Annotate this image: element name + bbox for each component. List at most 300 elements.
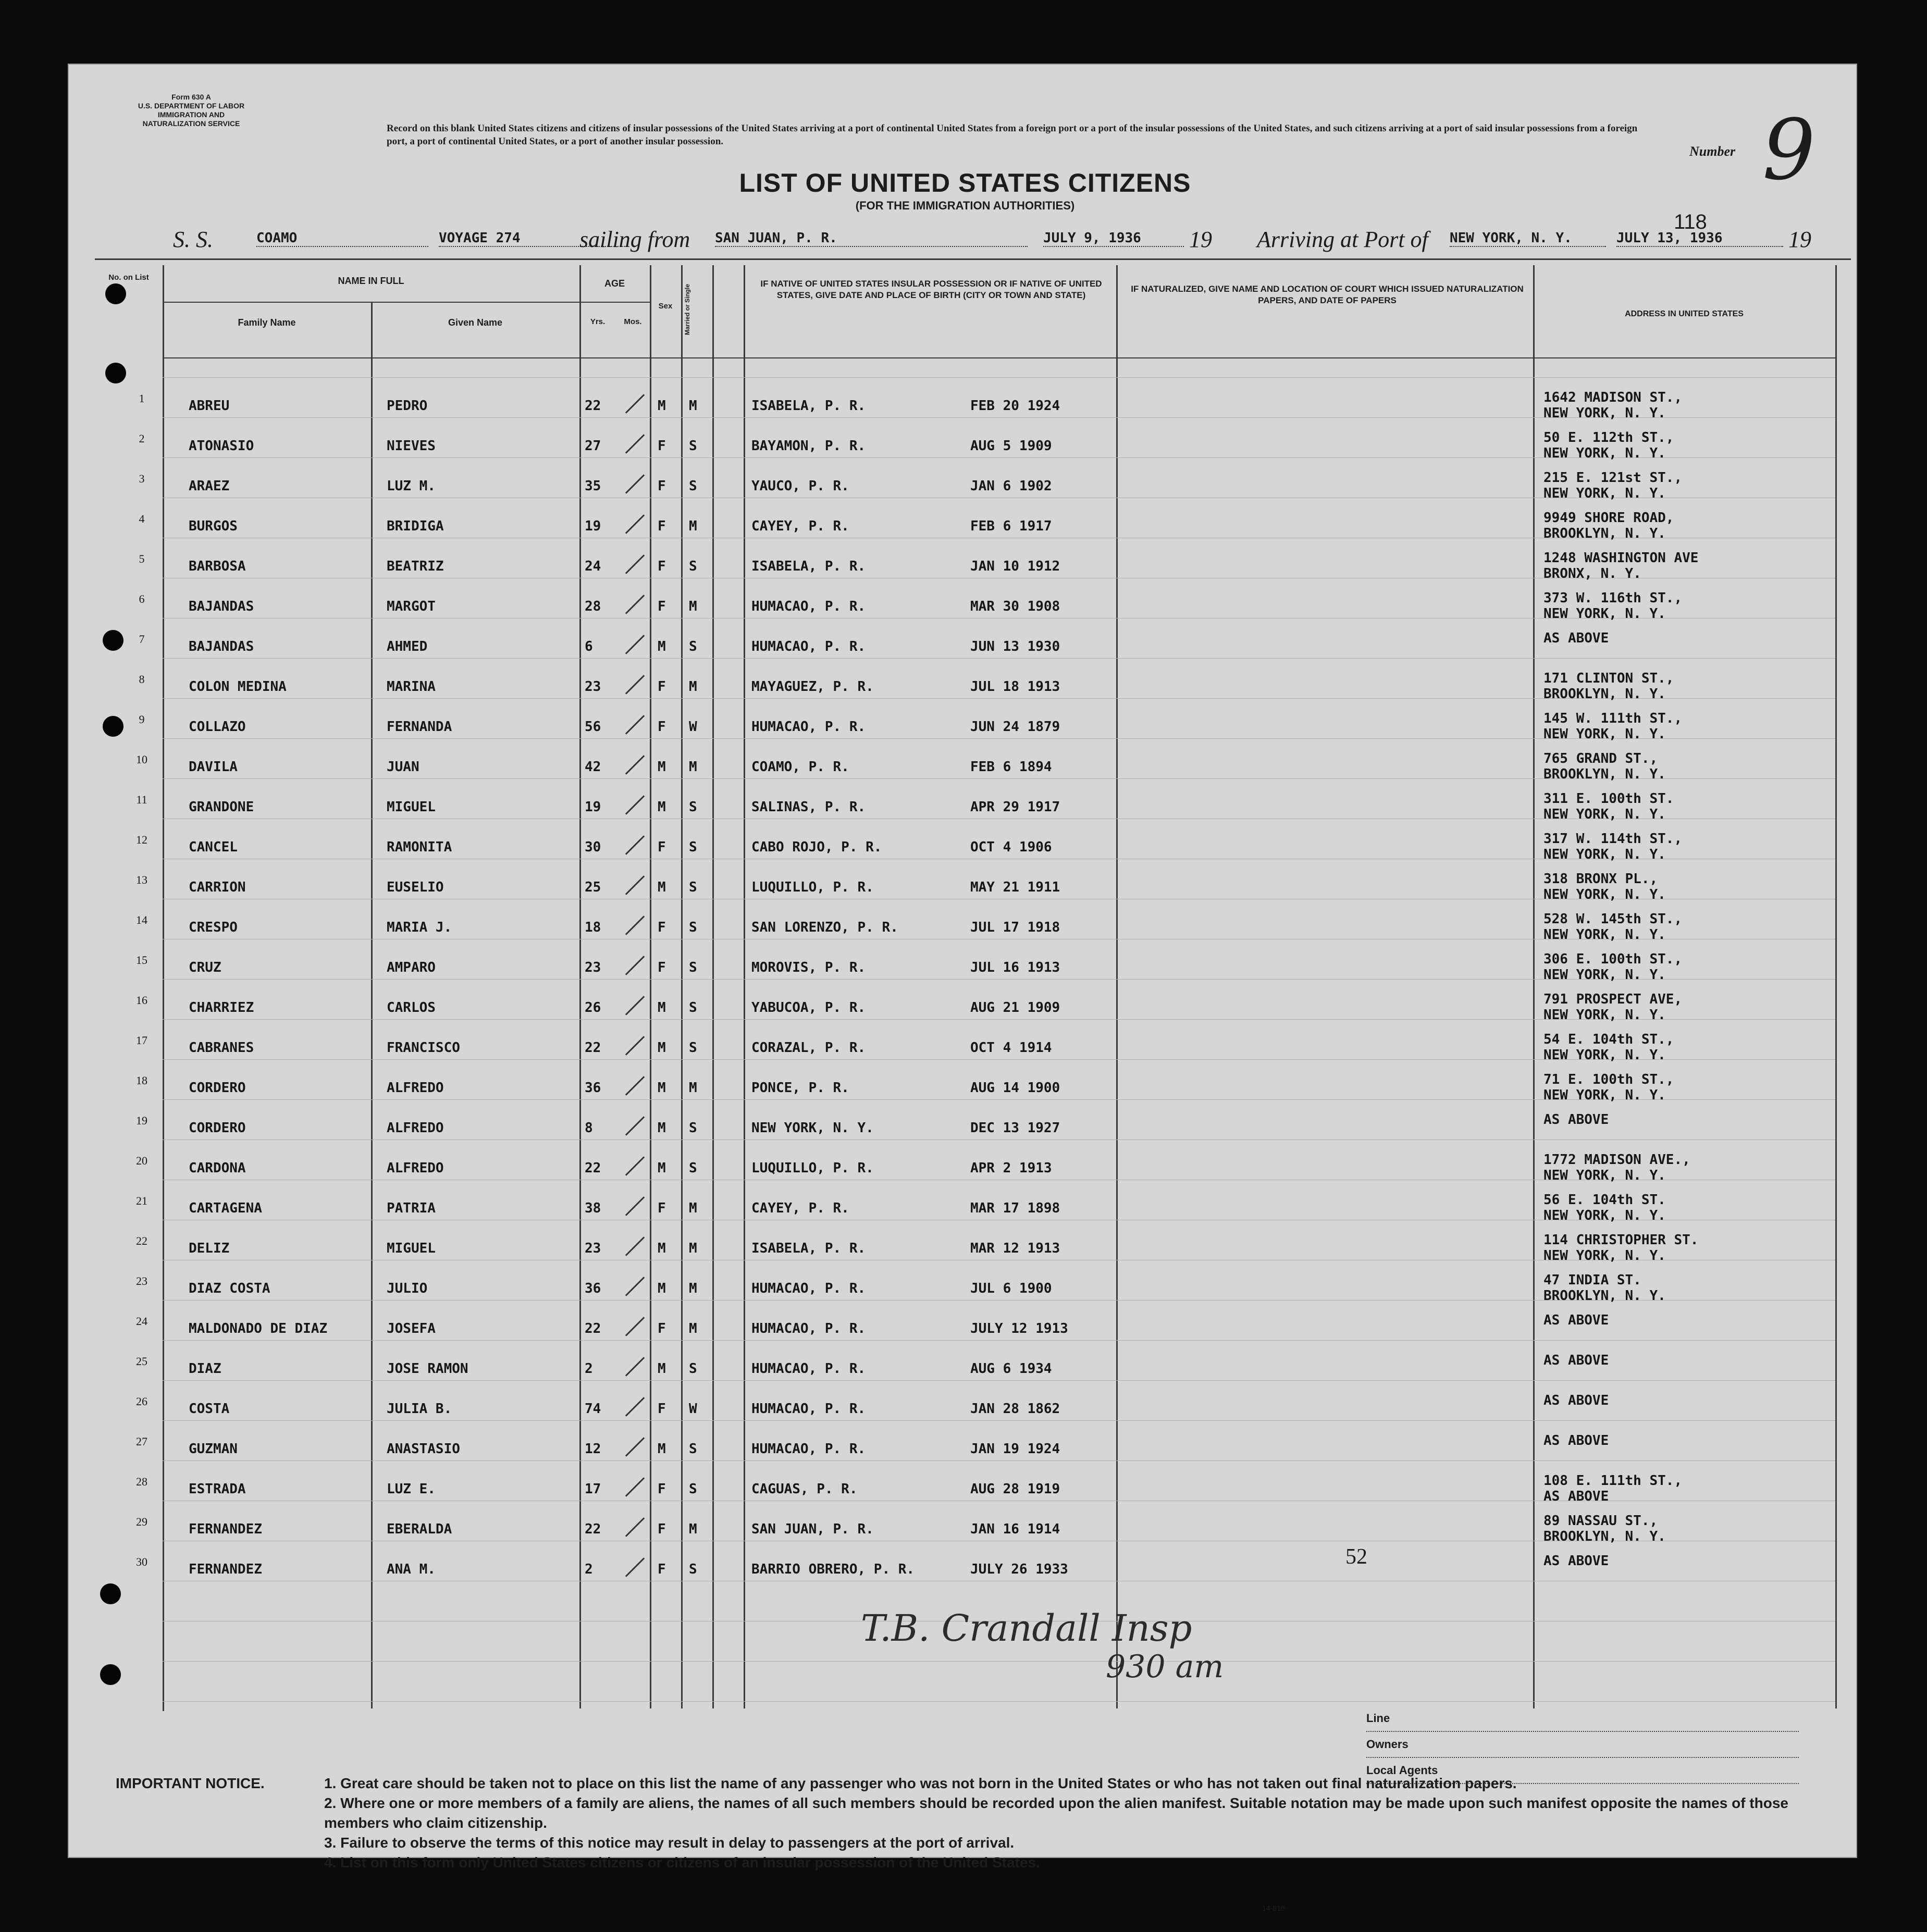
address-line2: NEW YORK, N. Y. xyxy=(1543,1087,1666,1103)
marital-status: S xyxy=(689,839,697,855)
notice-item-1: 1. Great care should be taken not to place on this list the name of any passenger who was not born in the United States or who has not taken out final naturalization papers. xyxy=(324,1775,1517,1791)
ss-label: S. S. xyxy=(173,227,213,252)
sex: M xyxy=(658,880,666,895)
row-number: 12 xyxy=(136,833,147,846)
marital-status: S xyxy=(689,799,697,815)
given-name: FRANCISCO xyxy=(387,1040,460,1056)
sex: M xyxy=(658,1160,666,1176)
notice-item-4: 4. List on this form only United States citizens or citizens of an insular possession of the United States. xyxy=(324,1854,1040,1871)
given-name: MARINA xyxy=(387,679,436,695)
check-mark xyxy=(625,635,645,654)
age-years: 24 xyxy=(585,559,601,574)
row-number: 14 xyxy=(136,913,147,926)
age-years: 22 xyxy=(585,1321,601,1336)
header-age: AGE xyxy=(604,278,625,289)
birth-place: SAN JUAN, P. R. xyxy=(751,1521,874,1537)
notice-title: IMPORTANT NOTICE. xyxy=(116,1775,265,1791)
check-mark xyxy=(625,1116,645,1135)
birth-place: HUMACAO, P. R. xyxy=(751,1321,866,1336)
sex: F xyxy=(658,518,666,534)
punch-hole xyxy=(103,630,123,651)
birth-place: CABO ROJO, P. R. xyxy=(751,839,882,855)
birth-date: JAN 6 1902 xyxy=(970,478,1052,494)
sex: F xyxy=(658,438,666,454)
row-number: 16 xyxy=(136,994,147,1007)
birth-date: AUG 14 1900 xyxy=(970,1080,1060,1096)
sex: F xyxy=(658,679,666,695)
birth-date: JUL 16 1913 xyxy=(970,960,1060,975)
from-port: SAN JUAN, P. R. xyxy=(715,230,1028,247)
given-name: ALFREDO xyxy=(387,1120,444,1136)
col-divider xyxy=(1835,265,1837,1708)
family-name: COLLAZO xyxy=(189,719,246,735)
age-years: 2 xyxy=(585,1361,593,1377)
marital-status: S xyxy=(689,438,697,454)
ruled-line xyxy=(163,658,1835,659)
age-years: 19 xyxy=(585,799,601,815)
sex: F xyxy=(658,478,666,494)
address-line1: 114 CHRISTOPHER ST. xyxy=(1543,1232,1699,1248)
check-mark xyxy=(625,1557,645,1577)
address-line1: 47 INDIA ST. xyxy=(1543,1272,1641,1288)
sex: F xyxy=(658,1321,666,1336)
page-title: LIST OF UNITED STATES CITIZENS xyxy=(739,168,1191,197)
family-name: CRUZ xyxy=(189,960,221,975)
col-divider xyxy=(712,265,714,1708)
given-name: ALFREDO xyxy=(387,1080,444,1096)
age-years: 38 xyxy=(585,1200,601,1216)
address-line2: BROOKLYN, N. Y. xyxy=(1543,766,1666,782)
given-name: JOSEFA xyxy=(387,1321,436,1336)
address-line1: 373 W. 116th ST., xyxy=(1543,590,1683,606)
family-name: FERNANDEZ xyxy=(189,1562,262,1577)
birth-date: APR 2 1913 xyxy=(970,1160,1052,1176)
sex: M xyxy=(658,398,666,414)
family-name: BARBOSA xyxy=(189,559,246,574)
birth-date: JUL 17 1918 xyxy=(970,920,1060,935)
family-name: CHARRIEZ xyxy=(189,1000,254,1015)
check-mark xyxy=(625,1156,645,1175)
notice-block xyxy=(116,1774,1835,1873)
punch-hole xyxy=(100,1664,121,1685)
address-line1: 108 E. 111th ST., xyxy=(1543,1473,1683,1489)
sex: M xyxy=(658,1120,666,1136)
to-date: JULY 13, 1936 xyxy=(1616,230,1783,247)
age-years: 19 xyxy=(585,518,601,534)
page-annotation: 52 xyxy=(1345,1545,1367,1569)
birth-place: CAYEY, P. R. xyxy=(751,518,849,534)
check-mark xyxy=(625,1397,645,1416)
check-mark xyxy=(625,1236,645,1256)
check-mark xyxy=(625,755,645,774)
birth-date: MAR 12 1913 xyxy=(970,1241,1060,1256)
row-number: 8 xyxy=(139,673,145,686)
address-line1: AS ABOVE xyxy=(1543,1312,1609,1328)
marital-status: S xyxy=(689,960,697,975)
marital-status: S xyxy=(689,1120,697,1136)
address-line1: AS ABOVE xyxy=(1543,1433,1609,1448)
ruled-line xyxy=(163,1661,1835,1662)
punch-hole xyxy=(105,363,126,383)
age-years: 23 xyxy=(585,960,601,975)
marital-status: S xyxy=(689,478,697,494)
owners-field: Owners xyxy=(1366,1732,1799,1758)
row-number: 17 xyxy=(136,1034,147,1047)
row-number: 3 xyxy=(139,472,145,485)
family-name: CRESPO xyxy=(189,920,238,935)
marital-status: S xyxy=(689,920,697,935)
family-name: ARAEZ xyxy=(189,478,230,494)
service-line2: NATURALIZATION SERVICE xyxy=(142,119,240,128)
sex: M xyxy=(658,1040,666,1056)
check-mark xyxy=(625,715,645,734)
row-number: 15 xyxy=(136,953,147,967)
marital-status: S xyxy=(689,1000,697,1015)
row-number: 4 xyxy=(139,512,145,525)
family-name: DELIZ xyxy=(189,1241,230,1256)
birth-place: MOROVIS, P. R. xyxy=(751,960,866,975)
marital-status: S xyxy=(689,1361,697,1377)
address-line2: NEW YORK, N. Y. xyxy=(1543,606,1666,622)
address-line1: 50 E. 112th ST., xyxy=(1543,430,1674,445)
header-sex: Sex xyxy=(658,302,673,311)
check-mark xyxy=(625,554,645,574)
birth-place: ISABELA, P. R. xyxy=(751,1241,866,1256)
age-years: 28 xyxy=(585,599,601,614)
age-years: 17 xyxy=(585,1481,601,1497)
address-line1: AS ABOVE xyxy=(1543,1553,1609,1569)
family-name: CORDERO xyxy=(189,1120,246,1136)
birth-place: LUQUILLO, P. R. xyxy=(751,880,874,895)
col-divider xyxy=(1533,265,1535,1708)
sex: M xyxy=(658,1000,666,1015)
marital-status: M xyxy=(689,679,697,695)
ruled-line xyxy=(163,377,1835,378)
family-name: ESTRADA xyxy=(189,1481,246,1497)
address-line2: NEW YORK, N. Y. xyxy=(1543,1047,1666,1063)
agent-fields xyxy=(1366,1706,1799,1784)
birth-place: HUMACAO, P. R. xyxy=(751,1401,866,1417)
line-field: Line xyxy=(1366,1706,1799,1732)
col-divider xyxy=(579,265,581,1708)
ruled-line xyxy=(163,1340,1835,1341)
birth-date: DEC 13 1927 xyxy=(970,1120,1060,1136)
birth-place: YABUCOA, P. R. xyxy=(751,1000,866,1015)
family-name: CORDERO xyxy=(189,1080,246,1096)
number-value: 9 xyxy=(1762,101,1815,199)
birth-place: HUMACAO, P. R. xyxy=(751,599,866,614)
address-line2: BROOKLYN, N. Y. xyxy=(1543,686,1666,702)
birth-place: BAYAMON, P. R. xyxy=(751,438,866,454)
sex: F xyxy=(658,920,666,935)
ruled-line xyxy=(163,1460,1835,1461)
address-line2: NEW YORK, N. Y. xyxy=(1543,887,1666,902)
given-name: AHMED xyxy=(387,639,428,654)
punch-hole xyxy=(105,283,126,304)
col-divider xyxy=(744,265,745,1708)
address-line1: 765 GRAND ST., xyxy=(1543,751,1658,766)
birth-date: MAY 21 1911 xyxy=(970,880,1060,895)
age-years: 23 xyxy=(585,1241,601,1256)
age-years: 22 xyxy=(585,1521,601,1537)
punch-hole xyxy=(103,716,123,737)
age-years: 6 xyxy=(585,639,593,654)
row-number: 7 xyxy=(139,633,145,646)
marital-status: M xyxy=(689,1321,697,1336)
sex: M xyxy=(658,639,666,654)
birth-place: HUMACAO, P. R. xyxy=(751,1281,866,1296)
age-years: 12 xyxy=(585,1441,601,1457)
sex: M xyxy=(658,1361,666,1377)
birth-date: FEB 6 1917 xyxy=(970,518,1052,534)
birth-date: JAN 28 1862 xyxy=(970,1401,1060,1417)
address-line2: BROOKLYN, N. Y. xyxy=(1543,526,1666,541)
check-mark xyxy=(625,434,645,453)
age-years: 2 xyxy=(585,1562,593,1577)
check-mark xyxy=(625,1317,645,1336)
age-years: 22 xyxy=(585,398,601,414)
from-date: JULY 9, 1936 xyxy=(1043,230,1184,247)
department: U.S. DEPARTMENT OF LABOR xyxy=(138,102,245,110)
to-port: NEW YORK, N. Y. xyxy=(1450,230,1606,247)
address-line2: BROOKLYN, N. Y. xyxy=(1543,1288,1666,1304)
family-name: CARTAGENA xyxy=(189,1200,262,1216)
birth-place: PONCE, P. R. xyxy=(751,1080,849,1096)
address-line2: NEW YORK, N. Y. xyxy=(1543,1007,1666,1023)
birth-place: ISABELA, P. R. xyxy=(751,559,866,574)
birth-date: JULY 12 1913 xyxy=(970,1321,1068,1336)
family-name: CANCEL xyxy=(189,839,238,855)
age-years: 74 xyxy=(585,1401,601,1417)
col-divider xyxy=(650,265,651,1708)
col-divider xyxy=(681,265,683,1708)
check-mark xyxy=(625,996,645,1015)
address-line1: 528 W. 145th ST., xyxy=(1543,911,1683,927)
check-mark xyxy=(625,795,645,814)
given-name: JULIO xyxy=(387,1281,428,1296)
year-label: 19 xyxy=(1189,227,1212,252)
row-number: 24 xyxy=(136,1315,147,1328)
row-number: 30 xyxy=(136,1555,147,1568)
birth-date: MAR 17 1898 xyxy=(970,1200,1060,1216)
row-number: 1 xyxy=(139,392,145,405)
check-mark xyxy=(625,1517,645,1537)
given-name: PATRIA xyxy=(387,1200,436,1216)
given-name: ALFREDO xyxy=(387,1160,444,1176)
given-name: JOSE RAMON xyxy=(387,1361,468,1377)
header-no-on-list: No. on List xyxy=(108,273,149,282)
address-line1: 311 E. 100th ST. xyxy=(1543,791,1674,807)
family-name: DAVILA xyxy=(189,759,238,775)
page-subtitle: (FOR THE IMMIGRATION AUTHORITIES) xyxy=(855,199,1075,212)
family-name: CABRANES xyxy=(189,1040,254,1056)
age-years: 30 xyxy=(585,839,601,855)
birth-date: OCT 4 1914 xyxy=(970,1040,1052,1056)
birth-place: HUMACAO, P. R. xyxy=(751,639,866,654)
given-name: EUSELIO xyxy=(387,880,444,895)
marital-status: M xyxy=(689,599,697,614)
year-label-2: 19 xyxy=(1788,227,1811,252)
address-line1: 318 BRONX PL., xyxy=(1543,871,1658,887)
birth-date: JAN 10 1912 xyxy=(970,559,1060,574)
address-line1: 306 E. 100th ST., xyxy=(1543,951,1683,967)
sex: F xyxy=(658,839,666,855)
birth-place: NEW YORK, N. Y. xyxy=(751,1120,874,1136)
age-years: 35 xyxy=(585,478,601,494)
age-years: 27 xyxy=(585,438,601,454)
name-header-divider xyxy=(163,302,579,303)
check-mark xyxy=(625,915,645,935)
print-code: 14-816 xyxy=(1262,1904,1285,1912)
marital-status: S xyxy=(689,559,697,574)
marital-status: S xyxy=(689,1481,697,1497)
given-name: PEDRO xyxy=(387,398,428,414)
check-mark xyxy=(625,875,645,895)
row-number: 28 xyxy=(136,1475,147,1488)
address-line1: AS ABOVE xyxy=(1543,1353,1609,1368)
address-line2: NEW YORK, N. Y. xyxy=(1543,486,1666,501)
address-line1: 9949 SHORE ROAD, xyxy=(1543,510,1674,526)
given-name: JUAN xyxy=(387,759,419,775)
family-name: BAJANDAS xyxy=(189,599,254,614)
table-top-border xyxy=(95,258,1851,260)
given-name: BEATRIZ xyxy=(387,559,444,574)
row-number: 22 xyxy=(136,1234,147,1247)
sex: F xyxy=(658,1562,666,1577)
row-number: 6 xyxy=(139,592,145,605)
header-birth: IF NATIVE OF UNITED STATES INSULAR POSSESSION OR IF NATIVE OF UNITED STATES, GIVE DATE AND PLACE OF BIRTH (CITY OR TOWN AND STATE) xyxy=(760,279,1102,300)
birth-date: JUL 18 1913 xyxy=(970,679,1060,695)
marital-status: S xyxy=(689,1160,697,1176)
header-mos: Mos. xyxy=(624,317,642,326)
sex: M xyxy=(658,799,666,815)
birth-date: AUG 5 1909 xyxy=(970,438,1052,454)
sex: F xyxy=(658,559,666,574)
col-divider xyxy=(371,302,373,1708)
age-years: 22 xyxy=(585,1160,601,1176)
birth-date: AUG 21 1909 xyxy=(970,1000,1060,1015)
address-line1: 171 CLINTON ST., xyxy=(1543,671,1674,686)
marital-status: S xyxy=(689,1040,697,1056)
sex: F xyxy=(658,1521,666,1537)
family-name: BAJANDAS xyxy=(189,639,254,654)
marital-status: M xyxy=(689,1241,697,1256)
arriving-label: Arriving at Port of xyxy=(1257,227,1428,252)
birth-date: FEB 20 1924 xyxy=(970,398,1060,414)
given-name: FERNANDA xyxy=(387,719,452,735)
header-bottom-border xyxy=(163,357,1835,358)
address-line2: AS ABOVE xyxy=(1543,1489,1609,1504)
check-mark xyxy=(625,956,645,975)
birth-date: JUN 13 1930 xyxy=(970,639,1060,654)
header-name-in-full: NAME IN FULL xyxy=(338,276,404,286)
given-name: AMPARO xyxy=(387,960,436,975)
age-years: 42 xyxy=(585,759,601,775)
family-name: DIAZ COSTA xyxy=(189,1281,270,1296)
row-number: 23 xyxy=(136,1274,147,1287)
important-notice xyxy=(116,1774,1835,1873)
header-given-name: Given Name xyxy=(448,317,503,328)
birth-place: BARRIO OBRERO, P. R. xyxy=(751,1562,915,1577)
check-mark xyxy=(625,1076,645,1095)
header-naturalized: IF NATURALIZED, GIVE NAME AND LOCATION OF COURT WHICH ISSUED NATURALIZATION PAPERS, AND DATE OF PAPERS xyxy=(1131,284,1524,305)
birth-date: OCT 4 1906 xyxy=(970,839,1052,855)
row-number: 2 xyxy=(139,432,145,445)
page-stamp: 118 xyxy=(1674,210,1707,233)
address-line1: 56 E. 104th ST. xyxy=(1543,1192,1666,1208)
age-years: 56 xyxy=(585,719,601,735)
given-name: MARGOT xyxy=(387,599,436,614)
service-line1: IMMIGRATION AND xyxy=(157,110,225,119)
given-name: NIEVES xyxy=(387,438,436,454)
voyage-number: VOYAGE 274 xyxy=(439,230,626,247)
sex: M xyxy=(658,1080,666,1096)
marital-status: M xyxy=(689,398,697,414)
given-name: MIGUEL xyxy=(387,1241,436,1256)
family-name: ATONASIO xyxy=(189,438,254,454)
given-name: JULIA B. xyxy=(387,1401,452,1417)
age-years: 36 xyxy=(585,1281,601,1296)
ship-name: COAMO xyxy=(256,230,428,247)
check-mark xyxy=(625,675,645,694)
sex: F xyxy=(658,599,666,614)
family-name: CARRION xyxy=(189,880,246,895)
marital-status: M xyxy=(689,1080,697,1096)
given-name: BRIDIGA xyxy=(387,518,444,534)
address-line1: 1772 MADISON AVE., xyxy=(1543,1152,1690,1168)
address-line1: 791 PROSPECT AVE, xyxy=(1543,992,1683,1007)
header-yrs: Yrs. xyxy=(590,317,606,326)
ruled-line xyxy=(163,1420,1835,1421)
family-name: DIAZ xyxy=(189,1361,221,1377)
row-number: 21 xyxy=(136,1194,147,1207)
col-divider xyxy=(1116,265,1118,1708)
address-line2: NEW YORK, N. Y. xyxy=(1543,405,1666,421)
birth-date: JUN 24 1879 xyxy=(970,719,1060,735)
marital-status: S xyxy=(689,1562,697,1577)
family-name: FERNANDEZ xyxy=(189,1521,262,1537)
birth-place: LUQUILLO, P. R. xyxy=(751,1160,874,1176)
sex: F xyxy=(658,1481,666,1497)
sex: M xyxy=(658,1441,666,1457)
check-mark xyxy=(625,1437,645,1456)
sex: F xyxy=(658,1200,666,1216)
given-name: CARLOS xyxy=(387,1000,436,1015)
birth-place: CORAZAL, P. R. xyxy=(751,1040,866,1056)
row-number: 25 xyxy=(136,1355,147,1368)
marital-status: S xyxy=(689,880,697,895)
row-number: 20 xyxy=(136,1154,147,1167)
age-years: 26 xyxy=(585,1000,601,1015)
birth-date: JAN 19 1924 xyxy=(970,1441,1060,1457)
birth-place: COAMO, P. R. xyxy=(751,759,849,775)
address-line2: NEW YORK, N. Y. xyxy=(1543,967,1666,983)
family-name: GRANDONE xyxy=(189,799,254,815)
address-line1: 1248 WASHINGTON AVE xyxy=(1543,550,1699,566)
family-name: CARDONA xyxy=(189,1160,246,1176)
ruled-line xyxy=(163,1380,1835,1381)
header-address: ADDRESS IN UNITED STATES xyxy=(1625,309,1744,318)
address-line1: 71 E. 100th ST., xyxy=(1543,1072,1674,1087)
check-mark xyxy=(625,1477,645,1496)
address-line1: AS ABOVE xyxy=(1543,1112,1609,1128)
birth-date: AUG 28 1919 xyxy=(970,1481,1060,1497)
check-mark xyxy=(625,1196,645,1216)
birth-date: APR 29 1917 xyxy=(970,799,1060,815)
address-line1: AS ABOVE xyxy=(1543,630,1609,646)
header-family-name: Family Name xyxy=(238,317,296,328)
ruled-line xyxy=(163,1701,1835,1702)
